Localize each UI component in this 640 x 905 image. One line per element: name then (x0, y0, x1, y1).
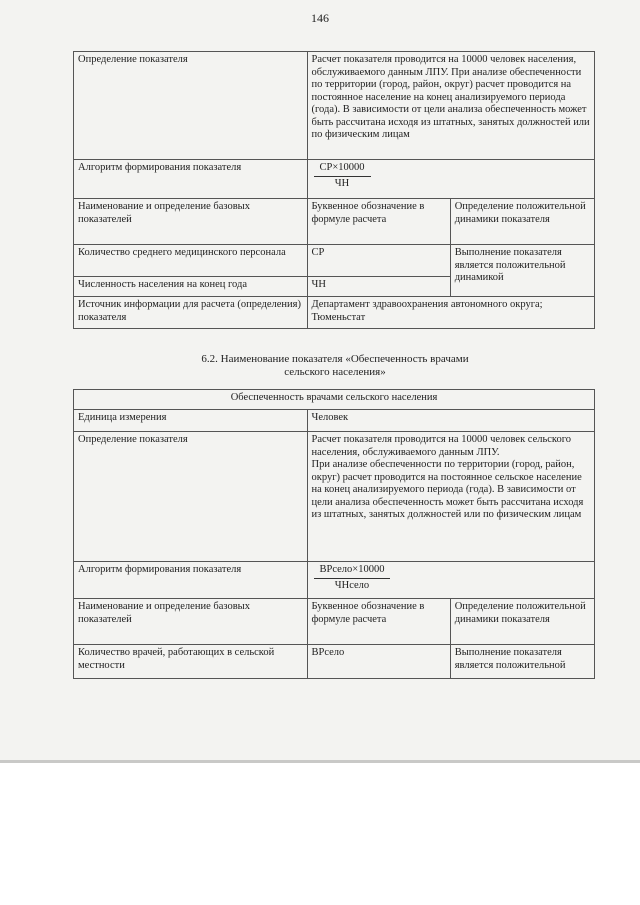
table-row (74, 52, 595, 160)
formula-fraction (314, 162, 371, 190)
doctors-label: Количество врачей, работающих в сельской местности (74, 645, 308, 679)
formula-cell (307, 160, 595, 199)
table-row (74, 432, 595, 562)
population-label: Численность населения на конец года (74, 277, 308, 297)
definition-paragraph-1: Расчет показателя проводится на 10000 человек сельского населения, обслуживаемого данным ЛПУ. (311, 434, 572, 458)
section-heading-line2: сельского населения» (284, 365, 386, 378)
definition-text: Расчет показателя проводится на 10000 человек населения, обслуживаемого данным ЛПУ. При анализе обеспеченности по территории (город, район, округ) расчет проводится на постоянное население на конец анализируемого периода (года). В зависимости от цели анализа обеспеченность может быть рассчитана исходя из штатных, занятых должностей или по физическим лицам (307, 52, 595, 160)
formula-numerator: ВРсело×10000 (314, 564, 391, 579)
table-row (74, 390, 595, 410)
table-row (74, 297, 595, 329)
population-code: ЧН (307, 277, 450, 297)
algorithm-label: Алгоритм формирования показателя (74, 562, 308, 599)
table-row (74, 599, 595, 645)
page-number: 146 (311, 11, 329, 25)
staff-positive: Выполнение показателя является положительной динамикой (450, 245, 594, 297)
source-text: Департамент здравоохранения автономного округа; Тюменьстат (307, 297, 595, 329)
base-indicators-label: Наименование и определение базовых показателей (74, 599, 308, 645)
formula-denominator: ЧН (334, 177, 350, 189)
formula-denominator: ЧНсело (334, 579, 370, 591)
formula-numerator: СР×10000 (314, 162, 371, 177)
table-row (74, 160, 595, 199)
definition-label: Определение показателя (74, 432, 308, 562)
positive-dynamics-label: Определение положительной динамики показателя (450, 199, 594, 245)
positive-dynamics-label: Определение положительной динамики показателя (450, 599, 594, 645)
unit-label: Единица измерения (74, 410, 308, 432)
table-row (74, 410, 595, 432)
staff-label: Количество среднего медицинского персонала (74, 245, 308, 277)
letter-designation-label: Буквенное обозначение в формуле расчета (307, 599, 450, 645)
source-label: Источник информации для расчета (определения) показателя (74, 297, 308, 329)
unit-value: Человек (307, 410, 595, 432)
formula-cell (307, 562, 595, 599)
table-row (74, 562, 595, 599)
table-row (74, 199, 595, 245)
indicator-table-1 (73, 51, 595, 329)
table-title: Обеспеченность врачами сельского населения (74, 390, 595, 410)
formula-fraction (314, 564, 391, 592)
staff-code: СР (307, 245, 450, 277)
doctors-positive: Выполнение показателя является положительной (450, 645, 594, 679)
algorithm-label: Алгоритм формирования показателя (74, 160, 308, 199)
definition-text (307, 432, 595, 562)
section-heading (150, 353, 520, 378)
definition-label: Определение показателя (74, 52, 308, 160)
letter-designation-label: Буквенное обозначение в формуле расчета (307, 199, 450, 245)
definition-paragraph-2: При анализе обеспеченности по территории (город, район, округ) расчет проводится на постоянное сельское население на конец анализируемого периода (года). В зависимости от цели анализа обеспеченность может быть рассчитана исходя из штатных, занятых должностей или по физическим лицам (311, 459, 584, 520)
table-row (74, 245, 595, 277)
indicator-table-2 (73, 389, 595, 679)
scan-edge (0, 760, 640, 763)
table-row (74, 645, 595, 679)
doctors-code: ВРсело (307, 645, 450, 679)
section-heading-line1: 6.2. Наименование показателя «Обеспеченность врачами (201, 353, 469, 365)
base-indicators-label: Наименование и определение базовых показателей (74, 199, 308, 245)
